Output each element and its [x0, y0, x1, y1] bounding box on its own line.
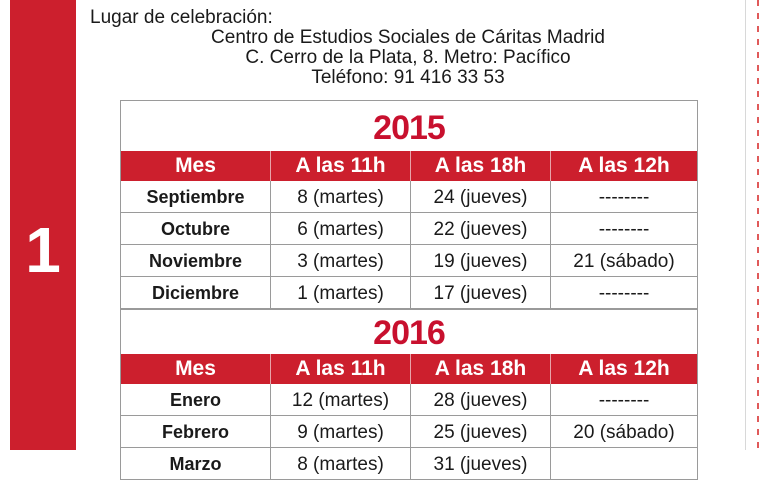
cell-18h: 19 (jueves) — [411, 245, 551, 277]
table-row — [121, 181, 697, 213]
table-row — [121, 213, 697, 245]
cell-12h: 20 (sábado) — [551, 416, 697, 448]
cell-18h: 28 (jueves) — [411, 384, 551, 416]
table-row — [121, 416, 697, 448]
venue-address: C. Cerro de la Plata, 8. Metro: Pacífico — [245, 47, 571, 68]
cut-line — [757, 0, 759, 450]
venue-name: Centro de Estudios Sociales de Cáritas Madrid — [211, 27, 605, 48]
cell-11h: 3 (martes) — [271, 245, 411, 277]
cell-11h: 12 (martes) — [271, 384, 411, 416]
cell-11h: 6 (martes) — [271, 213, 411, 245]
sidebar-band — [10, 0, 76, 450]
section-number: 1 — [25, 214, 61, 286]
cell-18h: 31 (jueves) — [411, 448, 551, 480]
table-row — [121, 277, 697, 309]
table-row — [121, 384, 697, 416]
page-border — [745, 0, 746, 450]
table-row — [121, 245, 697, 277]
table-row — [121, 448, 697, 480]
month-cell: Septiembre — [121, 181, 271, 213]
venue-phone: Teléfono: 91 416 33 53 — [311, 67, 505, 88]
month-cell: Diciembre — [121, 277, 271, 309]
cell-18h: 25 (jueves) — [411, 416, 551, 448]
cell-12h: -------- — [551, 213, 697, 245]
month-cell: Enero — [121, 384, 271, 416]
header-12h: A las 12h — [578, 154, 670, 177]
cell-11h: 1 (martes) — [271, 277, 411, 309]
month-cell: Octubre — [121, 213, 271, 245]
cell-11h: 8 (martes) — [271, 448, 411, 480]
cell-12h: -------- — [551, 277, 697, 309]
cell-12h: -------- — [551, 384, 697, 416]
month-cell: Febrero — [121, 416, 271, 448]
header-month: Mes — [121, 151, 271, 181]
cell-12h — [551, 448, 697, 480]
header-12h: A las 12h — [578, 357, 670, 380]
header-18h: A las 18h — [411, 354, 551, 384]
table-header — [121, 151, 697, 181]
cell-18h: 22 (jueves) — [411, 213, 551, 245]
cell-12h: 21 (sábado) — [551, 245, 697, 277]
header-18h: A las 18h — [411, 151, 551, 181]
venue-label: Lugar de celebración: — [90, 7, 273, 28]
calendar-table — [120, 100, 698, 480]
month-cell: Marzo — [121, 448, 271, 480]
header-month: Mes — [121, 354, 271, 384]
cell-12h: -------- — [551, 181, 697, 213]
year-title: 2015 — [373, 109, 445, 147]
header-11h: A las 11h — [271, 151, 411, 181]
month-cell: Noviembre — [121, 245, 271, 277]
cell-18h: 17 (jueves) — [411, 277, 551, 309]
header-11h: A las 11h — [271, 354, 411, 384]
year-title: 2016 — [121, 309, 697, 354]
cell-11h: 9 (martes) — [271, 416, 411, 448]
cell-18h: 24 (jueves) — [411, 181, 551, 213]
table-header — [121, 354, 697, 384]
cell-11h: 8 (martes) — [271, 181, 411, 213]
